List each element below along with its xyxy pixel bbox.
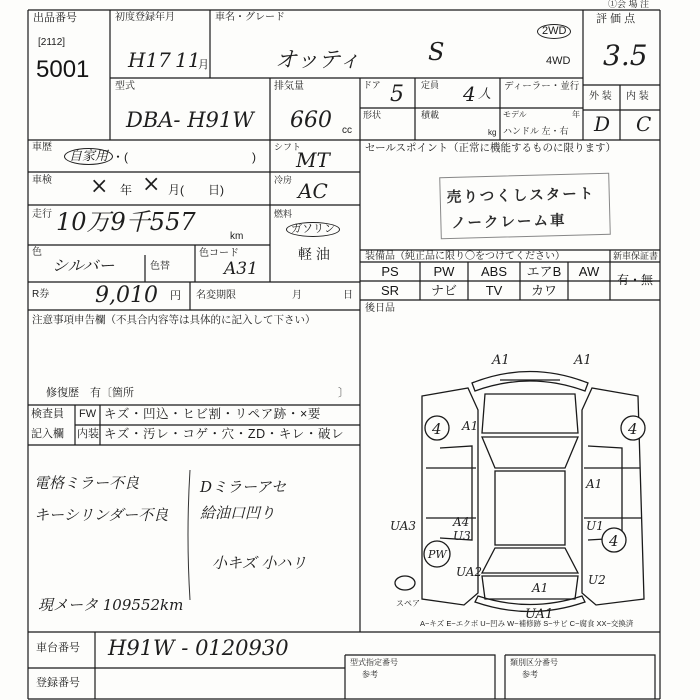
roof [495, 471, 565, 545]
load-label: 積載 [421, 110, 440, 120]
first-registration-month: 11 [175, 48, 201, 72]
shaken-day-unit: 日) [208, 183, 224, 197]
name-change-label: 名変期限 [196, 290, 236, 301]
shift-label: シフト [274, 142, 302, 152]
car-name-label: 車名・グレード [215, 12, 285, 23]
history-label: 車歴 [32, 142, 52, 153]
equipment-ps: PS [381, 264, 399, 279]
drive-4wd: 4WD [546, 55, 571, 67]
damage-legend: A−キズ E−エクボ U−凹み W−補修跡 S−サビ C−腐食 XX−交換済 [420, 619, 634, 628]
doors-value: 5 [390, 82, 404, 107]
history-close: ) [252, 150, 256, 164]
inspector-entry-label: 記入欄 [31, 428, 64, 440]
recycle-unit: 円 [170, 290, 181, 302]
body-shape-label: 形状 [363, 110, 382, 120]
chassis-number: H91W - 0120930 [108, 636, 289, 660]
car-name: オッティ [275, 48, 361, 73]
exterior-label: 外 装 [589, 91, 612, 102]
doors-label: ドア [363, 80, 381, 90]
seats-unit: 人 [478, 87, 492, 102]
equipment-abs: ABS [480, 264, 507, 279]
warranty-label: 新車保証書 [613, 251, 659, 261]
sales-stamp-line1: 売りつくしスタート [446, 186, 596, 207]
seats-value: 4 [463, 82, 476, 106]
shaken-month-mark: × [142, 172, 161, 197]
model-code: DBA- H91W [126, 108, 254, 132]
displacement-unit: cc [342, 125, 352, 136]
shaken-month-unit: 月( [168, 183, 184, 197]
color-value: シルバー [52, 256, 115, 275]
venue-note: ①会 場 注 [608, 0, 650, 9]
load-unit: kg [488, 128, 497, 137]
equipment-aw: AW [578, 264, 600, 279]
color-code: A31 [224, 259, 258, 279]
exterior-grade: D [594, 112, 611, 136]
remark-right-1: Dミラーアセ [200, 478, 287, 496]
inspector-interior-tag: 内装 [77, 428, 99, 440]
fuel-label: 燃料 [274, 209, 293, 219]
name-change-day: 日 [343, 290, 353, 301]
interior-grade: C [636, 112, 652, 136]
spare-label: スペア [396, 599, 420, 608]
chassis-label: 車台番号 [36, 642, 80, 654]
later-items-label: 後日品 [365, 303, 395, 314]
warranty-value: 有・無 [616, 273, 653, 287]
equipment-navi: ナビ [430, 283, 457, 298]
recycle-label: R券 [32, 289, 50, 300]
drive-2wd-selected: 2WD [537, 24, 571, 39]
recycle-value: 9,010 [95, 283, 158, 308]
model-year-unit: 年 [572, 110, 580, 119]
mark-left-rear-door-a4: A4 [453, 515, 470, 529]
displacement-value: 660 [290, 108, 332, 133]
mark-front-bumper-right: A1 [574, 353, 592, 368]
rear-window [482, 548, 578, 573]
shift-value: MT [296, 148, 330, 172]
equipment-airbag: エアB [526, 264, 562, 279]
repair-history-close: 〕 [338, 387, 349, 399]
aircon-label: 冷房 [274, 175, 293, 185]
category-number-ref: 参考 [522, 670, 538, 679]
equipment-tv: TV [485, 283, 503, 298]
first-registration-label: 初度登録年月 [115, 12, 175, 23]
aircon-value: AC [298, 179, 328, 203]
mark-rear-gate: A1 [532, 581, 549, 595]
steering: ハンドル 左・右 [503, 126, 569, 136]
mark-left-quarter: UA2 [456, 565, 483, 579]
spare-tire-outline [395, 576, 415, 590]
equipment-pw: PW [433, 264, 455, 279]
score-value: 3.5 [603, 39, 648, 72]
inspector-exterior-codes: キズ・凹込・ヒビ割・リペア跡・×要 [104, 407, 322, 421]
first-registration-month-unit: 月 [198, 59, 209, 71]
tire-front-right-depth: 4 [628, 420, 638, 438]
mark-left-rear-door-u3: U3 [453, 529, 471, 543]
inspector-fw-tag: FW [79, 408, 97, 420]
inspector-interior-codes: キズ・汚レ・コゲ・穴・ZD・キレ・破レ [104, 427, 345, 441]
mark-front-bumper-left: A1 [492, 353, 510, 368]
fuel-gasoline-selected: ガソリン [286, 222, 340, 237]
color-code-label: 色コード [199, 248, 239, 259]
type-designation-label: 型式指定番号 [350, 658, 398, 667]
import-type: ディーラー・並行 [504, 81, 580, 92]
car-grade: S [428, 38, 445, 66]
notes-label: 注意事項申告欄（不具合内容等は具体的に記入して下さい） [32, 314, 316, 326]
hood [482, 394, 578, 433]
score-label: 評 価 点 [596, 13, 636, 25]
shaken-label: 車検 [32, 175, 52, 186]
sales-stamp-line2: ノークレーム車 [451, 212, 567, 232]
tire-rear-right-depth: 4 [609, 532, 619, 550]
mileage-label: 走行 [32, 209, 52, 220]
mark-rear-bumper: UA1 [525, 607, 554, 622]
front-bumper [472, 372, 588, 392]
inspector-label: 検査員 [31, 408, 64, 420]
category-number-label: 類別区分番号 [510, 658, 558, 667]
lot-number: 5001 [36, 56, 90, 83]
remark-left-2: キーシリンダー不良 [34, 506, 169, 524]
remark-left-3: 現メータ 109552km [38, 596, 184, 614]
equipment-leather: カワ [530, 283, 557, 298]
trunk [482, 576, 578, 599]
mark-right-rear-door: U1 [586, 519, 604, 533]
mark-right-side: A1 [586, 477, 603, 491]
model-code-label: 型式 [115, 81, 135, 92]
remark-right-3: 小キズ 小ハリ [212, 554, 307, 572]
shaken-year-mark: × [90, 174, 109, 199]
remark-right-2: 給油口凹り [200, 504, 276, 522]
type-designation-ref: 参考 [362, 670, 378, 679]
mileage-value: 10万9千557 [56, 208, 196, 236]
lot-code: [2112] [38, 37, 66, 48]
lot-label: 出品番号 [33, 12, 77, 24]
displacement-label: 排気量 [274, 81, 304, 92]
car-damage-diagram [360, 318, 660, 630]
equipment-label: 装備品（純正品に限り〇をつけてください） [365, 251, 565, 262]
fuel-diesel: 軽 油 [298, 246, 330, 262]
sales-stamp [439, 173, 611, 239]
remark-left-1: 電格ミラー不良 [34, 474, 140, 492]
interior-label: 内 装 [626, 91, 649, 102]
sales-point-label: セールスポイント（正常に機能するものに限ります） [365, 142, 617, 154]
history-rest: ・( [112, 150, 128, 164]
seats-label: 定員 [421, 80, 440, 90]
first-registration-year: H17 [128, 48, 171, 72]
repair-history: 修復歴 有〔箇所 [46, 387, 134, 399]
mark-right-quarter: U2 [588, 573, 606, 587]
name-change-month: 月 [292, 290, 302, 301]
shaken-year-unit: 年 [120, 183, 133, 197]
windshield [482, 437, 578, 468]
history-selected: 自家用 [64, 148, 113, 165]
model-year-label: モデル [503, 110, 527, 119]
mileage-unit: km [230, 231, 244, 242]
color-change-label: 色替 [150, 261, 170, 272]
mark-left-sill: UA3 [390, 519, 417, 533]
mark-left-front-fender: A1 [462, 419, 479, 433]
equipment-sr: SR [380, 283, 400, 298]
tire-rear-left-mark: PW [428, 548, 447, 561]
registration-label: 登録番号 [36, 677, 80, 689]
color-label: 色 [32, 247, 42, 258]
tire-front-left-depth: 4 [432, 420, 442, 438]
